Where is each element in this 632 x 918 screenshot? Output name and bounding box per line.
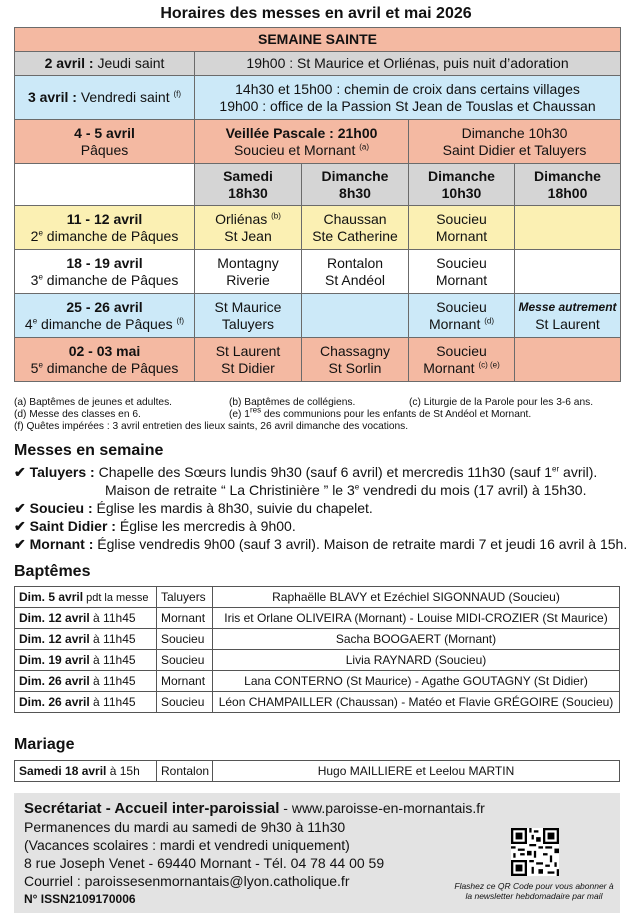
footnote-a: (a) Baptêmes de jeunes et adultes. <box>14 397 173 408</box>
bapteme-date: Dim. 12 avril à 11h45 <box>15 608 157 629</box>
qr-caption: Flashez ce QR Code pour vous abonner à la newsletter hebdomadaire par mail <box>454 881 614 901</box>
weekend-label: 02 - 03 mai 5e dimanche de Pâques <box>15 338 195 382</box>
bapteme-place: Soucieu <box>157 650 213 671</box>
baptemes-heading: Baptêmes <box>14 563 91 580</box>
samedi-cell: St Laurent St Didier <box>195 338 302 382</box>
taluyers-line: ✔ Taluyers : Chapelle des Sœurs lundis 9h30 (sauf 6 avril) et mercredis 11h30 (sauf 1er avril). <box>14 464 598 480</box>
taluyers-line-2: Maison de retraite “ La Christinière ” le 3e vendredi du mois (17 avril) à 15h30. <box>105 482 587 498</box>
page-title: Horaires des messes en avril et mai 2026 <box>160 5 472 22</box>
issn: N° ISSN2109170006 <box>24 892 136 906</box>
footnote-b: (b) Baptêmes de collégiens. <box>229 397 356 408</box>
column-header-empty <box>15 164 195 206</box>
bapteme-date: Dim. 12 avril à 11h45 <box>15 629 157 650</box>
vendredi-saint-label: 3 avril : Vendredi saint $^{(f)}$ <box>15 76 195 120</box>
weekday-masses <box>14 463 626 553</box>
weekday-masses-heading: Messes en semaine <box>14 442 164 459</box>
mass-schedule-table <box>14 27 621 382</box>
samedi-cell: Orliénas $^{(b)}$ St Jean <box>195 206 302 250</box>
secretariat-holidays: (Vacances scolaires : mardi et vendredi uniquement) <box>24 837 350 853</box>
footnotes <box>14 397 624 433</box>
table-row <box>15 761 620 782</box>
bapteme-place: Taluyers <box>157 587 213 608</box>
bapteme-date: Dim. 19 avril à 11h45 <box>15 650 157 671</box>
baptemes-table <box>14 586 620 713</box>
veillee-pascale: Veillée Pascale : 21h00 Soucieu et Mornant $^{(a)}$ <box>195 120 409 164</box>
bapteme-place: Mornant <box>157 671 213 692</box>
holy-week-header: SEMAINE SAINTE <box>15 28 621 52</box>
table-row <box>15 608 620 629</box>
bapteme-names: Iris et Orlane OLIVEIRA (Mornant) - Louise MIDI-CROZIER (St Maurice) <box>213 608 620 629</box>
table-row <box>15 692 620 713</box>
dimanche-10h30-cell: Soucieu Mornant <box>409 206 515 250</box>
paques-label: 4 - 5 avril Pâques <box>15 120 195 164</box>
bapteme-names: Livia RAYNARD (Soucieu) <box>213 650 620 671</box>
secretariat-email: Courriel : paroissesenmornantais@lyon.catholique.fr <box>24 873 350 889</box>
dimanche-8h30-cell: Chassagny St Sorlin <box>302 338 409 382</box>
bapteme-place: Soucieu <box>157 629 213 650</box>
bapteme-place: Soucieu <box>157 692 213 713</box>
bapteme-date: Dim. 26 avril à 11h45 <box>15 692 157 713</box>
dimanche-18h00-cell: Messe autrement St Laurent <box>515 294 621 338</box>
footnote-d: (d) Messe des classes en 6. <box>14 409 141 420</box>
jeudi-saint-schedule: 19h00 : St Maurice et Orliénas, puis nuit d’adoration <box>195 52 621 76</box>
samedi-cell: Montagny Riverie <box>195 250 302 294</box>
dimanche-8h30-cell: Chaussan Ste Catherine <box>302 206 409 250</box>
column-header-samedi-18h30: Samedi 18h30 <box>195 164 302 206</box>
qr-code-icon[interactable] <box>511 828 559 876</box>
weekend-label: 25 - 26 avril 4e dimanche de Pâques $^{(f)}$ <box>15 294 195 338</box>
mariage-date: Samedi 18 avril à 15h <box>15 761 157 782</box>
bapteme-date: Dim. 26 avril à 11h45 <box>15 671 157 692</box>
mariage-place: Rontalon <box>157 761 213 782</box>
table-row <box>15 650 620 671</box>
dimanche-paques: Dimanche 10h30 Saint Didier et Taluyers <box>409 120 621 164</box>
vendredi-saint-schedule: 14h30 et 15h00 : chemin de croix dans certains villages 19h00 : office de la Passion St Jean de Touslas et Chaussan <box>195 76 621 120</box>
dimanche-18h00-cell <box>515 338 621 382</box>
dimanche-10h30-cell: Soucieu Mornant <box>409 250 515 294</box>
footnote-c: (c) Liturgie de la Parole pour les 3-6 ans. <box>409 397 594 408</box>
table-row <box>15 338 621 382</box>
bapteme-place: Mornant <box>157 608 213 629</box>
table-row <box>15 206 621 250</box>
secretariat-hours: Permanences du mardi au samedi de 9h30 à 11h30 <box>24 819 346 835</box>
dimanche-18h00-cell <box>515 206 621 250</box>
bapteme-names: Léon CHAMPAILLER (Chaussan) - Matéo et Flavie GRÉGOIRE (Soucieu) <box>213 692 620 713</box>
column-header-dimanche-10h30: Dimanche 10h30 <box>409 164 515 206</box>
bapteme-date: Dim. 5 avril pdt la messe <box>15 587 157 608</box>
secretariat-title: Secrétariat - Accueil inter-paroissial - www.paroisse-en-mornantais.fr <box>24 800 485 817</box>
dimanche-8h30-cell: Rontalon St Andéol <box>302 250 409 294</box>
table-row <box>15 250 621 294</box>
dimanche-8h30-cell <box>302 294 409 338</box>
mornant-line: ✔ Mornant : Église vendredis 9h00 (sauf 3 avril). Maison de retraite mardi 7 et jeudi 16 avril à 15h. <box>14 536 628 552</box>
bapteme-names: Lana CONTERNO (St Maurice) - Agathe GOUTAGNY (St Didier) <box>213 671 620 692</box>
soucieu-line: ✔ Soucieu : Église les mardis à 8h30, suivie du chapelet. <box>14 500 373 516</box>
table-row <box>15 629 620 650</box>
weekend-label: 11 - 12 avril 2e dimanche de Pâques <box>15 206 195 250</box>
column-header-dimanche-18h00: Dimanche 18h00 <box>515 164 621 206</box>
weekend-label: 18 - 19 avril 3e dimanche de Pâques <box>15 250 195 294</box>
jeudi-saint-label: 2 avril : Jeudi saint <box>15 52 195 76</box>
secretariat-box <box>14 793 620 913</box>
table-row <box>15 671 620 692</box>
mariage-names: Hugo MAILLIERE et Leelou MARTIN <box>213 761 620 782</box>
footnote-f: (f) Quêtes impérées : 3 avril entretien des lieux saints, 26 avril dimanche des vocations. <box>14 421 409 432</box>
mariage-heading: Mariage <box>14 736 75 753</box>
dimanche-10h30-cell: Soucieu Mornant $^{(c) (e)}$ <box>409 338 515 382</box>
bapteme-names: Raphaëlle BLAVY et Ezéchiel SIGONNAUD (Soucieu) <box>213 587 620 608</box>
secretariat-address: 8 rue Joseph Venet - 69440 Mornant - Tél. 04 78 44 00 59 <box>24 855 385 871</box>
table-row <box>15 587 620 608</box>
footnote-e: (e) 1res des communions pour les enfants de St Andéol et Mornant. <box>229 405 532 420</box>
saint-didier-line: ✔ Saint Didier : Église les mercredis à 9h00. <box>14 518 296 534</box>
table-row <box>15 294 621 338</box>
column-header-dimanche-8h30: Dimanche 8h30 <box>302 164 409 206</box>
dimanche-18h00-cell <box>515 250 621 294</box>
mariage-table <box>14 760 620 782</box>
bapteme-names: Sacha BOOGAERT (Mornant) <box>213 629 620 650</box>
samedi-cell: St Maurice Taluyers <box>195 294 302 338</box>
dimanche-10h30-cell: Soucieu Mornant $^{(d)}$ <box>409 294 515 338</box>
